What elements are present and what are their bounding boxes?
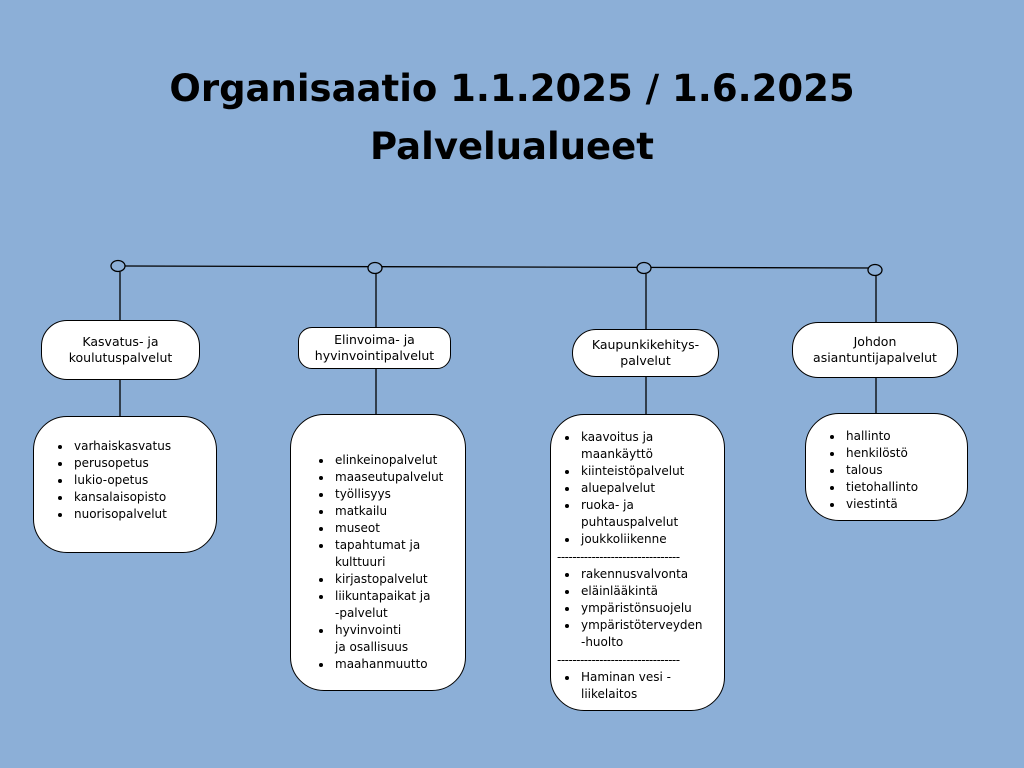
unit-name-line: asiantuntijapalvelut bbox=[813, 350, 937, 365]
list-item: • työllisyys bbox=[333, 486, 459, 503]
list-item: • ruoka- ja puhtauspalvelut bbox=[579, 497, 691, 531]
list-item: • talous bbox=[844, 462, 967, 479]
list-item: • perusopetus bbox=[72, 455, 216, 472]
list-item: • maahanmuutto bbox=[333, 656, 459, 673]
horizontal-connector bbox=[118, 266, 876, 268]
list-item: • kaavoitus ja maankäyttö bbox=[579, 429, 661, 463]
list-item: • hyvinvointi ja osallisuus bbox=[333, 622, 415, 656]
list-item: • aluepalvelut bbox=[579, 480, 710, 497]
group-separator: -------------------------------- bbox=[557, 653, 680, 667]
service-list-johdon bbox=[805, 413, 968, 521]
unit-name-line: Elinvoima- ja bbox=[334, 332, 415, 347]
list-item: • tapahtumat ja kulttuuri bbox=[333, 537, 427, 571]
unit-name-line: hyvinvointipalvelut bbox=[314, 348, 435, 363]
unit-name-line: Kaupunkikehitys- bbox=[591, 337, 700, 352]
list-item: • Haminan vesi -liikelaitos bbox=[579, 669, 673, 703]
unit-kaupunkikehityspalvelut bbox=[572, 329, 719, 377]
list-item: • maaseutupalvelut bbox=[333, 469, 459, 486]
list-item: • liikuntapaikat ja -palvelut bbox=[333, 588, 435, 622]
list-item: • ympäristöterveyden-huolto bbox=[579, 617, 705, 651]
service-list-kasvatus bbox=[33, 416, 217, 553]
list-item: • viestintä bbox=[844, 496, 967, 513]
list-item: • ympäristönsuojelu bbox=[579, 600, 710, 617]
unit-1-node bbox=[111, 261, 125, 272]
service-list-elinvoima bbox=[290, 414, 466, 691]
list-item: • elinkeinopalvelut bbox=[333, 452, 459, 469]
unit-johdon-asiantuntijapalvelut bbox=[792, 322, 958, 378]
service-list-kaupunkikehitys bbox=[550, 414, 725, 711]
list-item: • museot bbox=[333, 520, 459, 537]
list-item: • matkailu bbox=[333, 503, 459, 520]
list-item: • henkilöstö bbox=[844, 445, 967, 462]
list-item: • eläinlääkintä bbox=[579, 583, 710, 600]
list-item: • kirjastopalvelut bbox=[333, 571, 459, 588]
list-item: • rakennusvalvonta bbox=[579, 566, 710, 583]
unit-name-line: palvelut bbox=[620, 353, 671, 368]
unit-name-line: Johdon bbox=[853, 334, 897, 349]
unit-2-node bbox=[368, 263, 382, 274]
group-separator: -------------------------------- bbox=[557, 550, 680, 564]
list-item: • kansalaisopisto bbox=[72, 489, 216, 506]
unit-kasvatus-koulutuspalvelut bbox=[41, 320, 200, 380]
unit-4-node bbox=[868, 265, 882, 276]
list-item: • lukio-opetus bbox=[72, 472, 216, 489]
list-item: • kiinteistöpalvelut bbox=[579, 463, 710, 480]
list-item: • hallinto bbox=[844, 428, 967, 445]
list-item: • nuorisopalvelut bbox=[72, 506, 216, 523]
list-item: • joukkoliikenne bbox=[579, 531, 710, 548]
list-item: • tietohallinto bbox=[844, 479, 967, 496]
chart-title: Organisaatio 1.1.2025 / 1.6.2025 bbox=[169, 67, 855, 110]
unit-name-line: Kasvatus- ja bbox=[82, 334, 159, 349]
list-item: • varhaiskasvatus bbox=[72, 438, 216, 455]
unit-elinvoima-hyvinvointipalvelut bbox=[298, 327, 451, 369]
unit-name-line: koulutuspalvelut bbox=[68, 350, 173, 365]
chart-subtitle: Palvelualueet bbox=[370, 125, 654, 168]
unit-3-node bbox=[637, 263, 651, 274]
